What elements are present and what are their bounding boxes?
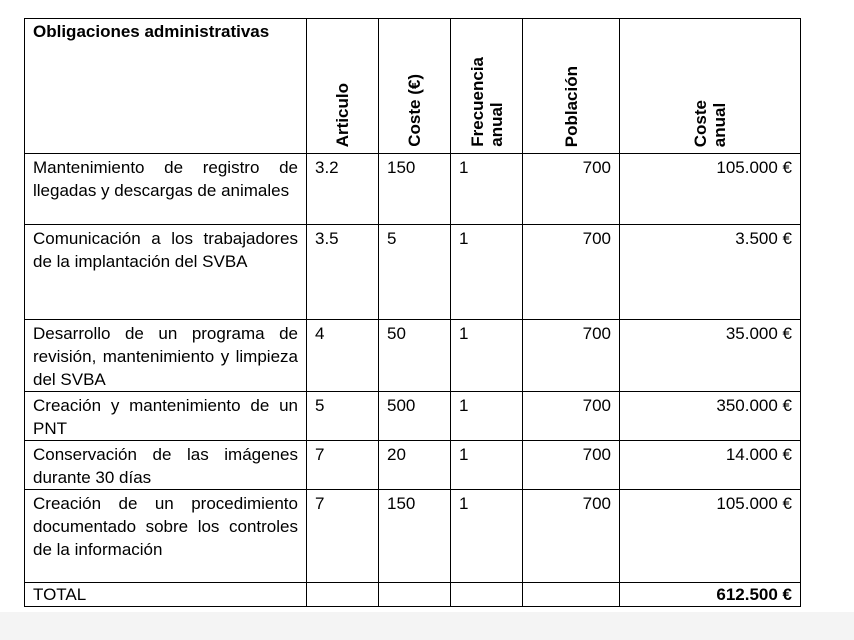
cell-frequency: 1 [451,320,523,392]
cell-population: 700 [523,320,620,392]
header-obligation: Obligaciones administrativas [25,19,307,154]
header-annual-cost [620,19,801,154]
header-population-label: Población [561,65,581,147]
table-row [25,225,801,320]
cell-population: 700 [523,441,620,490]
cell-frequency: 1 [451,225,523,320]
cell-obligation: Desarrollo de un programa de revisión, mantenimiento y limpieza del SVBA [25,320,307,392]
table-row [25,441,801,490]
table-row [25,154,801,225]
cell-article: 7 [307,490,379,583]
cell-population: 700 [523,225,620,320]
page-bottom-band [0,612,854,640]
cell-article: 3.5 [307,225,379,320]
header-article [307,19,379,154]
header-row [25,19,801,154]
table-row [25,320,801,392]
cell-obligation: Creación de un procedimiento documentado sobre los controles de la información [25,490,307,583]
header-cost-label: Coste (€) [405,74,424,147]
cell-annual-cost: 14.000 € [620,441,801,490]
table-row [25,392,801,441]
cell-population: 700 [523,392,620,441]
total-label: TOTAL [25,583,307,607]
cell-annual-cost: 350.000 € [620,392,801,441]
header-population [523,19,620,154]
header-frequency [451,19,523,154]
administrative-costs-table [24,18,801,607]
header-frequency-label: Frecuencia anual [467,57,506,147]
cell-article: 5 [307,392,379,441]
table-row [25,490,801,583]
cell-obligation: Creación y mantenimiento de un PNT [25,392,307,441]
total-row [25,583,801,607]
header-annual-cost-label: Coste anual [691,99,729,147]
total-empty-cell [451,583,523,607]
cell-population: 700 [523,490,620,583]
cell-frequency: 1 [451,441,523,490]
cell-annual-cost: 105.000 € [620,490,801,583]
header-cost [379,19,451,154]
cell-annual-cost: 3.500 € [620,225,801,320]
total-empty-cell [307,583,379,607]
total-empty-cell [379,583,451,607]
cell-cost: 150 [379,490,451,583]
cell-cost: 150 [379,154,451,225]
cell-obligation: Comunicación a los trabajadores de la implantación del SVBA [25,225,307,320]
cell-obligation: Mantenimiento de registro de llegadas y descargas de animales [25,154,307,225]
cell-frequency: 1 [451,392,523,441]
header-article-label: Articulo [333,82,352,147]
cell-frequency: 1 [451,490,523,583]
total-empty-cell [523,583,620,607]
total-annual-cost: 612.500 € [620,583,801,607]
cell-annual-cost: 105.000 € [620,154,801,225]
cell-annual-cost: 35.000 € [620,320,801,392]
cell-obligation: Conservación de las imágenes durante 30 días [25,441,307,490]
cell-cost: 5 [379,225,451,320]
cell-cost: 500 [379,392,451,441]
cell-cost: 50 [379,320,451,392]
cell-frequency: 1 [451,154,523,225]
cell-article: 4 [307,320,379,392]
cell-article: 7 [307,441,379,490]
cell-article: 3.2 [307,154,379,225]
cell-cost: 20 [379,441,451,490]
cell-population: 700 [523,154,620,225]
